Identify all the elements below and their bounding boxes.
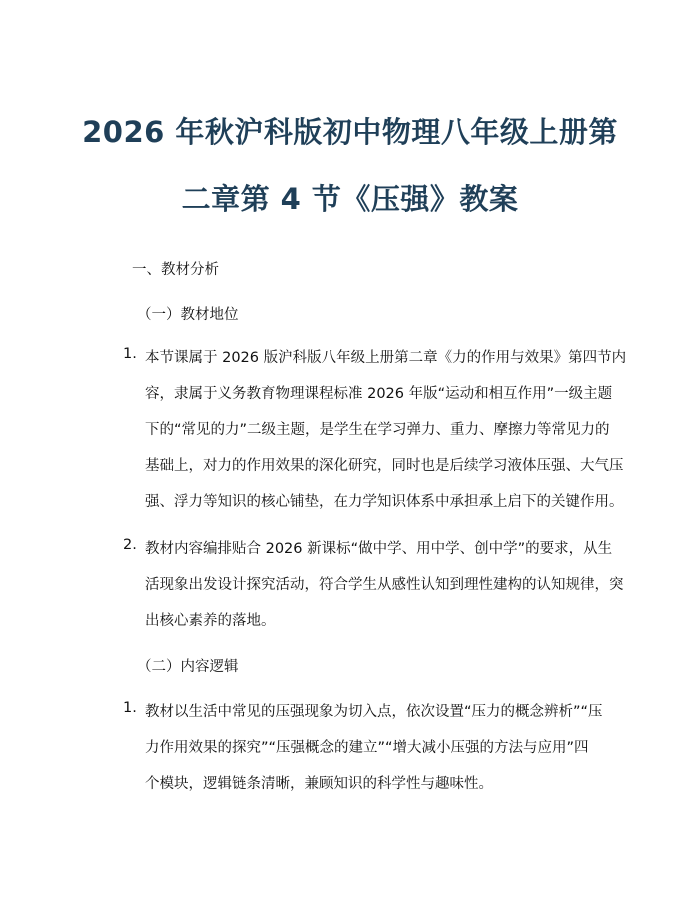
subsection-heading-content-logic: （二）内容逻辑 (137, 659, 239, 675)
list-item-line: 基础上，对力的作用效果的深化研究，同时也是后续学习液体压强、大气压 (145, 458, 624, 474)
list-item-line: 力作用效果的探究”“压强概念的建立”“增大减小压强的方法与应用”四 (145, 740, 589, 756)
document-title-line-1: 2026 年秋沪科版初中物理八年级上册第 (82, 115, 618, 149)
list-item-line: 教材内容编排贴合 2026 新课标“做中学、用中学、创中学”的要求，从生 (145, 541, 613, 557)
list-item-line: 教材以生活中常见的压强现象为切入点，依次设置“压力的概念辨析”“压 (145, 704, 603, 720)
list-item-number: 1. (123, 700, 137, 716)
list-item-number: 1. (123, 346, 137, 362)
list-item-line: 容，隶属于义务教育物理课程标准 2026 年版“运动和相互作用”一级主题 (145, 386, 613, 402)
list-item-line: 本节课属于 2026 版沪科版八年级上册第二章《力的作用与效果》第四节内 (145, 350, 627, 366)
section-heading-textbook-analysis: 一、教材分析 (132, 262, 219, 278)
document-title-line-2: 二章第 4 节《压强》教案 (181, 182, 519, 216)
list-item-line: 下的“常见的力”二级主题，是学生在学习弹力、重力、摩擦力等常见力的 (145, 422, 610, 438)
list-item-line: 个模块，逻辑链条清晰，兼顾知识的科学性与趣味性。 (145, 776, 493, 792)
subsection-heading-textbook-position: （一）教材地位 (137, 307, 239, 323)
list-item-line: 出核心素养的落地。 (145, 613, 276, 629)
list-item-line: 活现象出发设计探究活动，符合学生从感性认知到理性建构的认知规律，突 (145, 577, 624, 593)
list-item-line: 强、浮力等知识的核心铺垫，在力学知识体系中承担承上启下的关键作用。 (145, 494, 624, 510)
list-item-number: 2. (123, 537, 137, 553)
